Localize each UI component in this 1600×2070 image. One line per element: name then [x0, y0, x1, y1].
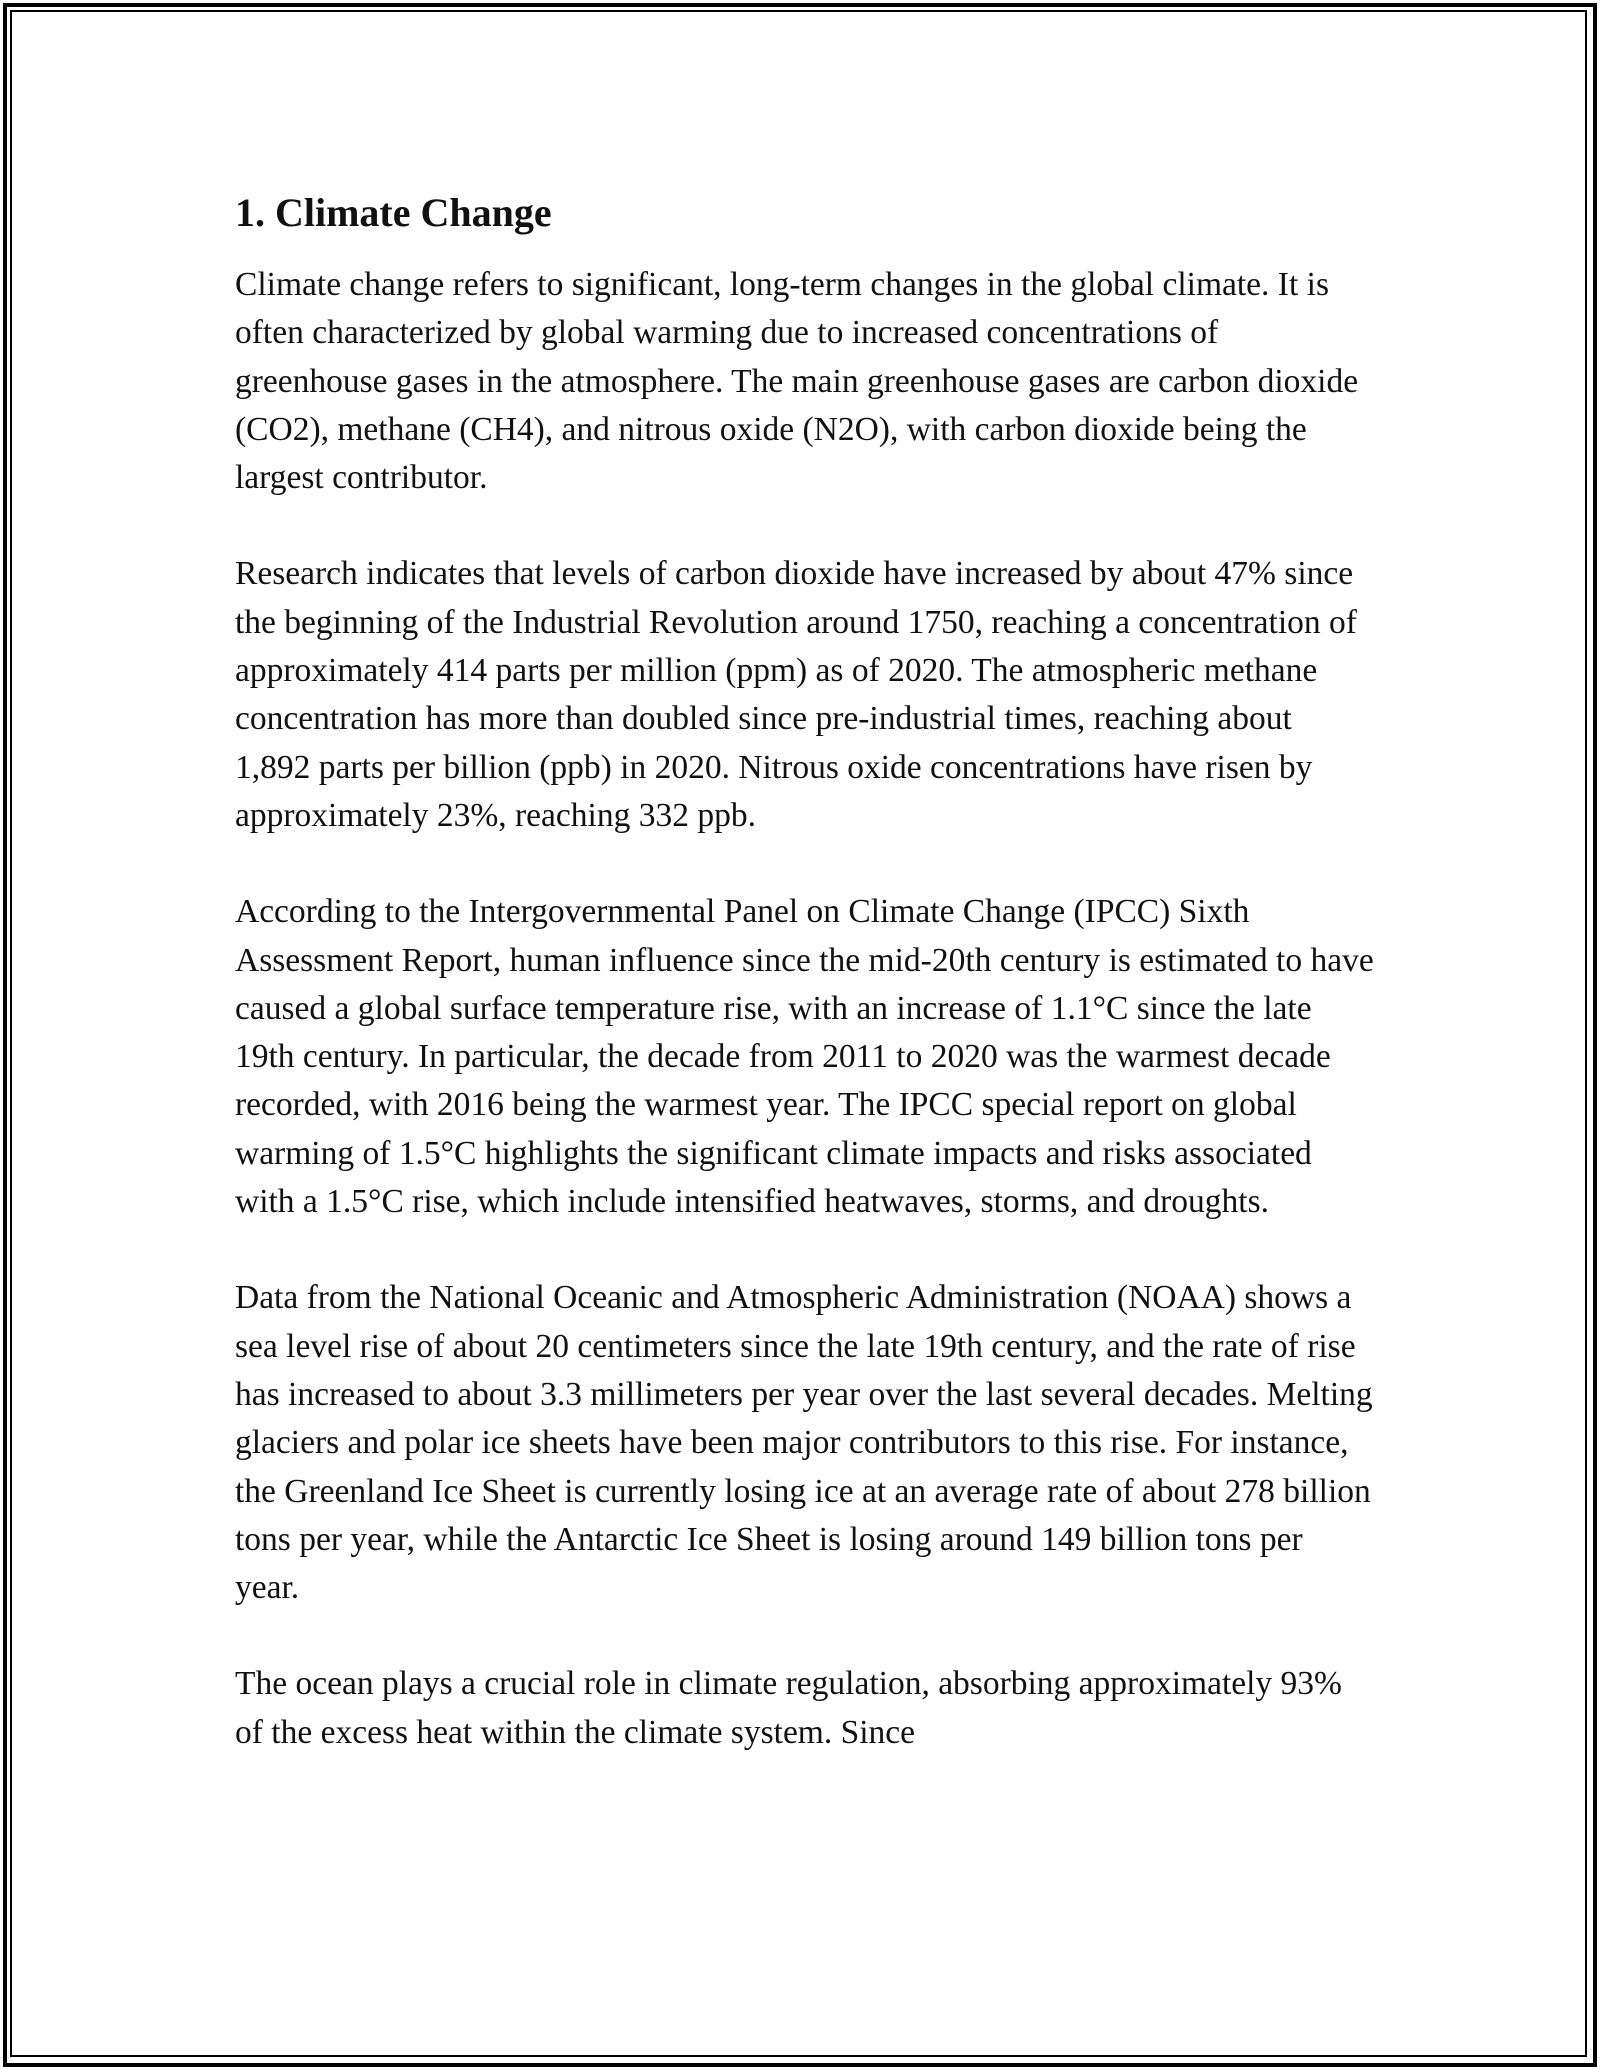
section-title: 1. Climate Change: [235, 190, 552, 235]
paragraph-noaa-sea-level: Data from the National Oceanic and Atmospheric Administration (NOAA) shows a sea level rise of about 20 centimeters since the late 19th century, and the rate of rise has increased to about 3.3 millimeters per year over the last several decades. Melting glaciers and polar ice sheets have been major contributors to this rise. For instance, the Greenland Ice Sheet is currently losing ice at an average rate of about 278 billion tons per year, while the Antarctic Ice Sheet is losing around 149 billion tons per year.: [235, 1279, 1373, 1607]
paragraph-ipcc-temperature: According to the Intergovernmental Panel on Climate Change (IPCC) Sixth Assessment Report, human influence since the mid-20th century is estimated to have caused a global surface temperature rise, with an increase of 1.1°C since the late 19th century. In particular, the decade from 2011 to 2020 was the warmest decade recorded, with 2016 being the warmest year. The IPCC special report on global warming of 1.5°C highlights the significant climate impacts and risks associated with a 1.5°C rise, which include intensified heatwaves, storms, and droughts.: [235, 893, 1374, 1221]
paragraph-ocean-heat: The ocean plays a crucial role in climate regulation, absorbing approximately 93% of the excess heat within the climate system. Since: [235, 1665, 1342, 1751]
paragraph-greenhouse-gas-levels: Research indicates that levels of carbon dioxide have increased by about 47% since the beginning of the Industrial Revolution around 1750, reaching a concentration of approximately 414 parts per million (ppm) as of 2020. The atmospheric methane concentration has more than doubled since pre-industrial times, reaching about 1,892 parts per billion (ppb) in 2020. Nitrous oxide concentrations have risen by approximately 23%, reaching 332 ppb.: [235, 555, 1357, 834]
paragraph-climate-definition: Climate change refers to significant, long-term changes in the global climate. It is often characterized by global warming due to increased concentrations of greenhouse gases in the atmosphere. The main greenhouse gases are carbon dioxide (CO2), methane (CH4), and nitrous oxide (N2O), with carbon dioxide being the largest contributor.: [235, 266, 1359, 497]
document-page: [235, 185, 1375, 1757]
